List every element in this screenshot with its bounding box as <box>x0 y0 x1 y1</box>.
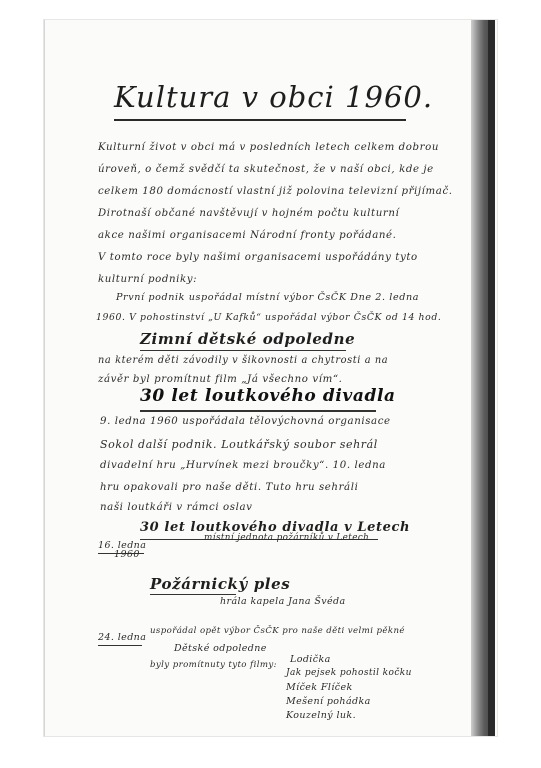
film-item: Lodička <box>290 654 331 665</box>
para1-line: 1960. V pohostinství „U Kafků“ uspořádal výbor ČsČK od 14 hod. <box>96 312 442 323</box>
book-spine-edge <box>488 20 495 736</box>
event-heading: Požárnický ples <box>150 575 291 593</box>
heading-underline <box>140 410 376 412</box>
para3-line: 9. ledna 1960 uspořádala tělovýchovná organisace <box>100 416 391 427</box>
intro-line: kulturní podniky: <box>98 274 198 285</box>
para1-line: První podnik uspořádal místní výbor ČsČK Dne 2. ledna <box>116 292 420 303</box>
intro-line: Dirotnaší občané navštěvují v hojném počtu kulturní <box>98 208 400 219</box>
intro-line: úroveň, o čemž svědčí ta skutečnost, že v naší obci, kde je <box>98 164 434 175</box>
entry-text: místní jednota požárníků v Letech <box>204 533 370 543</box>
film-item: Mešení pohádka <box>286 696 371 707</box>
film-item: Jak pejsek pohostil kočku <box>286 668 412 678</box>
intro-line: akce našimi organisacemi Národní fronty pořádané. <box>98 230 397 241</box>
para3-line: hru opakovali pro naše děti. Tuto hru sehráli <box>100 482 359 493</box>
entry-year: 1960 <box>114 549 140 560</box>
page-title: Kultura v obci 1960. <box>114 80 434 114</box>
film-item: Míček Flíček <box>286 682 353 693</box>
entry-text: Dětské odpoledne <box>174 643 267 654</box>
date-underline <box>98 645 142 646</box>
event-heading: Zimní dětské odpoledne <box>140 330 356 348</box>
heading-underline <box>150 594 236 595</box>
entry-music: hrála kapela Jana Švéda <box>220 596 346 607</box>
para3-line: Sokol další podnik. Loutkářský soubor sehrál <box>100 438 378 451</box>
title-underline <box>114 119 406 121</box>
event-heading: 30 let loutkového divadla <box>140 386 396 406</box>
para2-line: závěr byl promítnut film „Já všechno vím“. <box>98 374 343 385</box>
event-heading: 30 let loutkového divadla v Letech <box>140 520 411 535</box>
intro-line: celkem 180 domácností vlastní již polovina televizní přijímač. <box>98 186 453 197</box>
intro-line: Kulturní život v obci má v posledních letech celkem dobrou <box>98 142 440 153</box>
para3-line: divadelní hru „Hurvínek mezi broučky“. 10. ledna <box>100 460 386 471</box>
entry-date: 16. ledna <box>98 540 147 551</box>
entry-text: uspořádal opět výbor ČsČK pro naše děti velmi pěkné <box>150 626 405 636</box>
para3-line: naši loutkáři v rámci oslav <box>100 502 253 513</box>
entry-date: 24. ledna <box>98 632 147 643</box>
entry-text: byly promítnuty tyto filmy: <box>150 660 277 670</box>
heading-underline <box>140 350 346 351</box>
intro-line: V tomto roce byly našimi organisacemi uspořádány tyto <box>98 252 418 263</box>
para2-line: na kterém děti závodily v šikovnosti a chytrosti a na <box>98 355 389 366</box>
film-item: Kouzelný luk. <box>286 710 356 721</box>
